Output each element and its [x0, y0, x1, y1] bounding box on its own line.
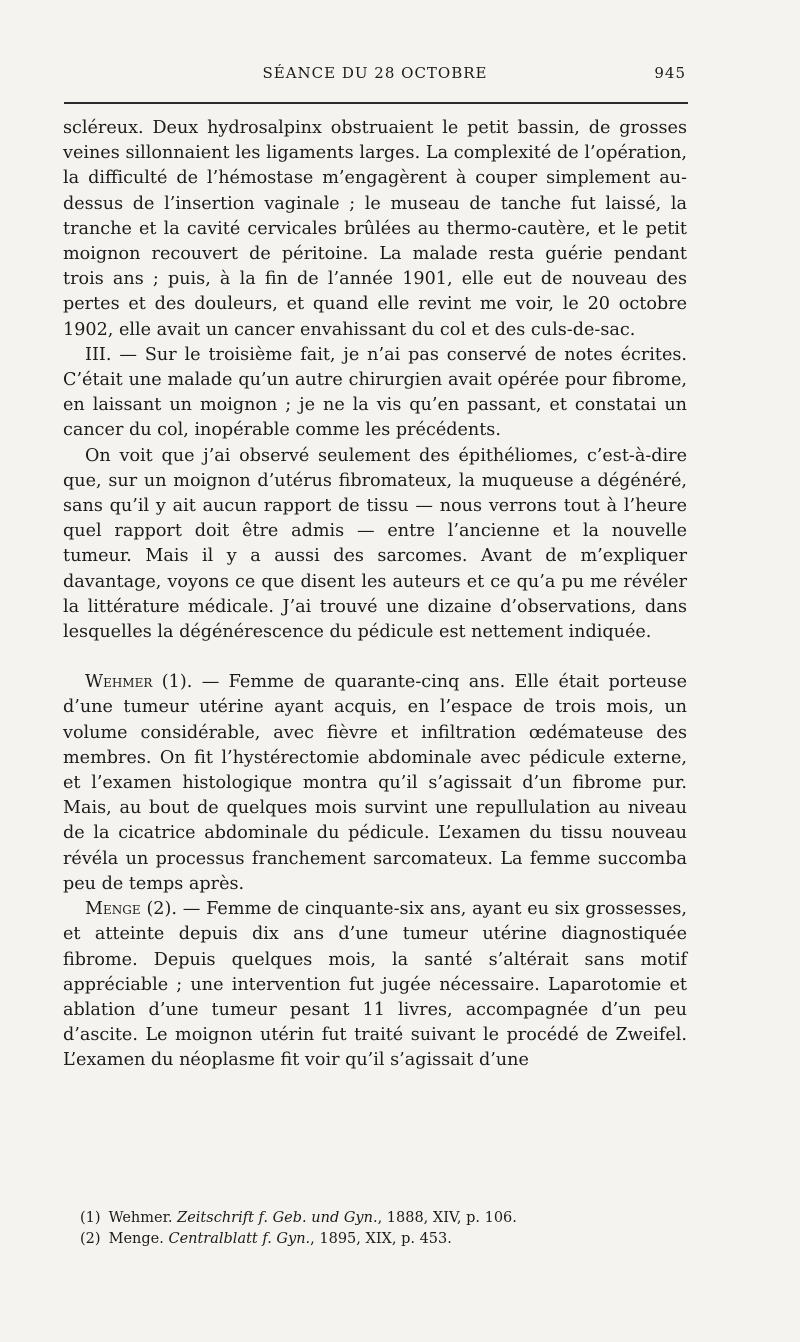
paragraph-observations: On voit que j’ai observé seulement des épithéliomes, c’est-à-dire que, sur un moignon d’utérus fibromateux, la muqueuse a dégénéré, sans qu’il y ait aucun rapport de tissu — nous verrons tout à l’heure quel rapport doit être admis — entre l’ancienne et la nouvelle tumeur. Mais il y a aussi des sarcomes. Avant de m’expliquer davantage, voyons ce que disent les auteurs et ce qu’a pu me révéler la littérature médicale. J’ai trouvé une dizaine d’observations, dans lesquelles la dégénérescence du pédicule est nettement indiquée.	[63, 445, 687, 643]
wehmer-case-text: — Femme de quarante-cinq ans. Elle était porteuse d’une tumeur utérine ayant acquis, en l’espace de trois mois, un volume considérable, avec fièvre et infiltration œdémateuse des membres. On fit l’hystérectomie abdominale avec pédicule externe, et l’examen histologique montra qu’il s’agissait d’un fibrome pur. Mais, au bout de quelques mois survint une repullulation au niveau de la cicatrice abdominale du pédicule. L’examen du tissu nouveau révéla un processus franchement sarcomateux. La femme succomba peu de temps après.	[63, 672, 688, 894]
footnote-1-details: , 1888, XIV, p. 106.	[377, 1210, 517, 1226]
paragraph-continuation: scléreux. Deux hydrosalpinx obstruaient le petit bassin, de grosses veines sillonnaient les ligaments larges. La complexité de l’opération, la difficulté de l’hémostase m’engagèrent à couper simplement au-dessus de l’insertion vaginale ; le museau de tanche fut laissé, la tranche et la cavité cervicales brûlées au thermo-cautère, et le petit moignon recouvert de péritoine. La malade resta guérie pendant trois ans ; puis, à la fin de l’année 1901, elle eut de nouveau des pertes et des douleurs, et quand elle revint me voir, le 20 octobre 1902, elle avait un cancer envahissant du col et des culs-de-sac.	[63, 118, 687, 340]
footnotes	[80, 1208, 680, 1250]
author-name-wehmer: Wehmer	[85, 672, 153, 693]
footnote-ref-2: (2).	[146, 899, 177, 920]
footnote-1-ref: (1)	[80, 1210, 101, 1226]
footnote-2	[80, 1229, 680, 1250]
page-number: 945	[654, 64, 686, 82]
footnote-ref-1: (1).	[161, 672, 193, 693]
footnote-2-author: Menge.	[108, 1231, 164, 1247]
footnote-1-author: Wehmer.	[108, 1210, 173, 1226]
running-header	[64, 64, 686, 86]
footnote-1-journal: Zeitschrift f. Geb. und Gyn.	[177, 1210, 378, 1226]
paragraph-wehmer	[63, 670, 687, 897]
paragraph-menge	[63, 897, 687, 1073]
menge-case-text: — Femme de cinquante-six ans, ayant eu six grossesses, et atteinte depuis dix ans d’une tumeur utérine diagnostiquée fibrome. Depuis quelques mois, la santé s’altérait sans motif appréciable ; une intervention fut jugée nécessaire. Laparotomie et ablation d’une tumeur pesant 11 livres, accompagnée d’un peu d’ascite. Le moignon utérin fut traité suivant le procédé de Zweifel. L’examen du néoplasme fit voir qu’il s’agissait d’une	[63, 899, 688, 1071]
footnote-2-journal: Centralblatt f. Gyn.	[168, 1231, 311, 1247]
header-rule	[64, 102, 688, 104]
footnote-2-details: , 1895, XIX, p. 453.	[310, 1231, 452, 1247]
body-text	[63, 116, 687, 1074]
paragraph-third-case: III. — Sur le troisième fait, je n’ai pas conservé de notes écrites. C’était une malade qu’un autre chirurgien avait opérée pour fibrome, en laissant un moignon ; je ne la vis qu’en passant, et constatai un cancer du col, inopérable comme les précédents.	[63, 344, 687, 441]
footnote-2-ref: (2)	[80, 1231, 101, 1247]
author-name-menge: Menge	[85, 899, 141, 920]
footnote-1	[80, 1208, 680, 1229]
running-title: SÉANCE DU 28 OCTOBRE	[262, 64, 488, 82]
